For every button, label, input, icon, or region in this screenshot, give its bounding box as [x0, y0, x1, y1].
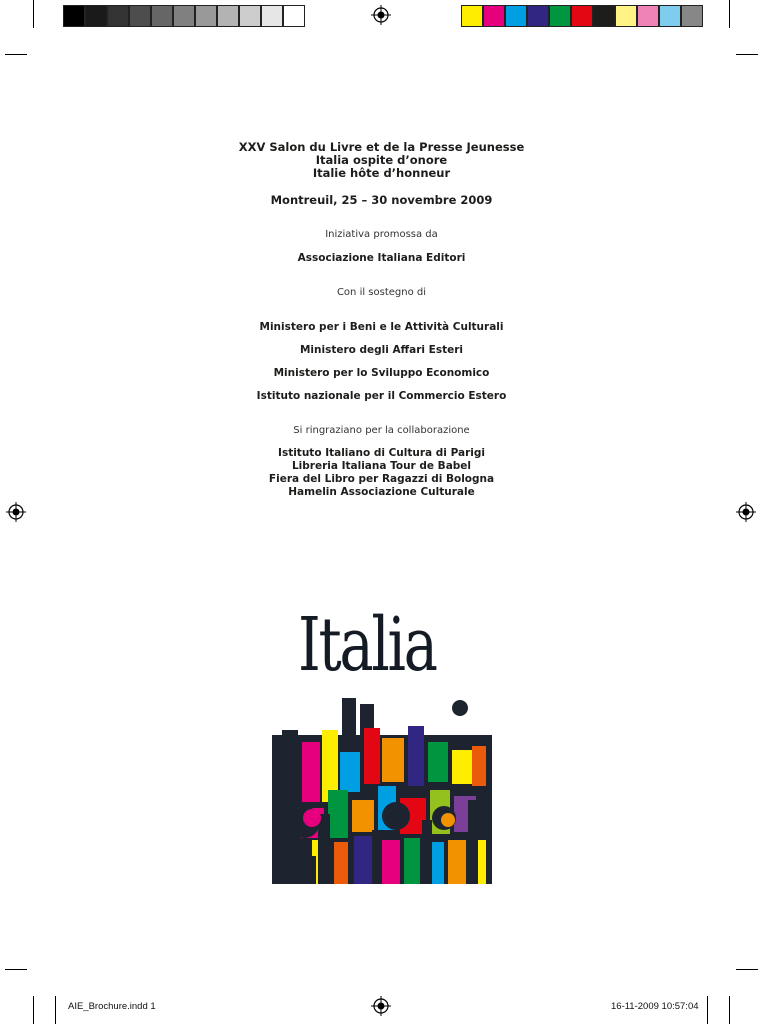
- gray-swatch: [261, 5, 283, 27]
- crop-mark-tl-v: [33, 0, 34, 28]
- grayscale-color-bar: [63, 5, 305, 27]
- registration-mark-right-icon: [736, 502, 756, 522]
- logo-dot: [452, 700, 468, 716]
- color-swatch: [505, 5, 527, 27]
- gray-swatch: [239, 5, 261, 27]
- logo-block: [328, 790, 348, 838]
- guest-of-honour-it: Italia ospite d’onore: [315, 153, 448, 167]
- logo-block: [296, 856, 316, 884]
- gray-swatch: [129, 5, 151, 27]
- thanks-list: [0, 447, 763, 499]
- logo-block: [452, 750, 472, 784]
- logo-block: [334, 842, 348, 884]
- crop-mark-bl-v: [33, 996, 34, 1024]
- thanks-org: Hamelin Associazione Culturale: [288, 486, 475, 498]
- support-label: Con il sostegno di: [336, 287, 427, 298]
- color-swatch: [615, 5, 637, 27]
- logo-wordmark: Italia: [298, 602, 436, 688]
- guest-of-honour-fr: Italie hôte d’honneur: [312, 166, 451, 180]
- color-swatch: [659, 5, 681, 27]
- process-color-bar: [461, 5, 703, 27]
- crop-mark-br-v: [729, 996, 730, 1024]
- logo-block: [382, 738, 404, 782]
- logo-block: [340, 752, 360, 792]
- slug-divider-left: [55, 996, 56, 1024]
- logo-block: [404, 838, 420, 884]
- color-swatch: [681, 5, 703, 27]
- logo-block: [408, 726, 424, 786]
- logo-block: [422, 820, 432, 884]
- logo-block: [302, 742, 320, 802]
- crop-mark-tr-h: [736, 54, 758, 55]
- thanks-org: Fiera del Libro per Ragazzi di Bologna: [268, 473, 495, 485]
- logo-block: [364, 728, 380, 784]
- color-swatch: [483, 5, 505, 27]
- gray-swatch: [151, 5, 173, 27]
- gray-swatch: [85, 5, 107, 27]
- crop-mark-bl-h: [5, 969, 27, 970]
- thanks-label: Si ringraziano per la collaborazione: [293, 425, 470, 436]
- logo-block: [468, 800, 478, 884]
- support-org: Ministero degli Affari Esteri: [299, 344, 464, 356]
- logo-block: [448, 840, 466, 884]
- thanks-org: Libreria Italiana Tour de Babel: [291, 460, 472, 472]
- color-swatch: [637, 5, 659, 27]
- color-swatch: [593, 5, 615, 27]
- crop-mark-tr-v: [729, 0, 730, 28]
- gray-swatch: [63, 5, 85, 27]
- logo-dot: [382, 802, 410, 830]
- promoted-label: Iniziativa promossa da: [325, 229, 438, 240]
- gray-swatch: [195, 5, 217, 27]
- support-org: Ministero per lo Sviluppo Economico: [273, 367, 490, 379]
- slug-divider-right: [707, 996, 708, 1024]
- crop-mark-br-h: [736, 969, 758, 970]
- logo-block: [472, 746, 486, 786]
- logo-dot: [441, 813, 455, 827]
- crop-mark-tl-h: [5, 54, 27, 55]
- promoted-org: Associazione Italiana Editori: [297, 252, 466, 264]
- logo-block: [382, 840, 400, 884]
- color-swatch: [461, 5, 483, 27]
- logo-block: [272, 785, 300, 807]
- logo-dot: [303, 809, 321, 827]
- logo-block: [428, 742, 448, 782]
- support-org: Istituto nazionale per il Commercio Estero: [256, 390, 507, 402]
- support-org: Ministero per i Beni e le Attività Culturali: [259, 321, 504, 333]
- registration-mark-bottom-icon: [371, 996, 391, 1016]
- gray-swatch: [107, 5, 129, 27]
- gray-swatch: [283, 5, 305, 27]
- slug-timestamp: 16-11-2009 10:57:04: [611, 1001, 699, 1012]
- registration-mark-left-icon: [6, 502, 26, 522]
- event-title: XXV Salon du Livre et de la Presse Jeunesse: [238, 140, 525, 154]
- logo-block: [372, 830, 382, 884]
- title-block: [0, 141, 763, 180]
- color-swatch: [527, 5, 549, 27]
- gray-swatch: [217, 5, 239, 27]
- thanks-org: Istituto Italiano di Cultura di Parigi: [278, 447, 485, 459]
- color-swatch: [571, 5, 593, 27]
- slug-filename: AIE_Brochure.indd 1: [68, 1001, 156, 1012]
- registration-mark-top-icon: [371, 5, 391, 25]
- color-swatch: [549, 5, 571, 27]
- gray-swatch: [173, 5, 195, 27]
- logo-block: [352, 800, 374, 832]
- event-date: Montreuil, 25 – 30 novembre 2009: [270, 193, 493, 207]
- logo-typographic-art-icon: [272, 690, 492, 884]
